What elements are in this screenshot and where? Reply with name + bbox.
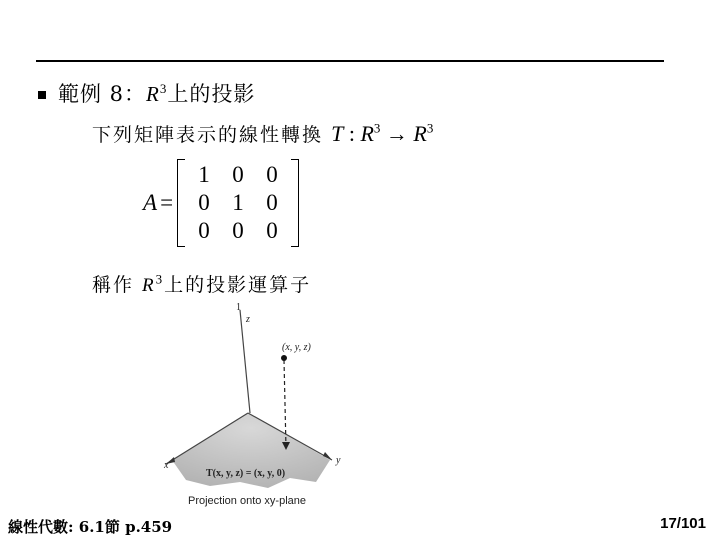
line2-prefix: 稱作 [92, 274, 143, 296]
heading-suffix: 上的投影 [167, 82, 256, 106]
top-divider [36, 60, 664, 62]
map-r-to-exp: 3 [426, 120, 434, 136]
map-arrow: → [380, 121, 414, 146]
map-r-from-exp: 3 [373, 120, 381, 136]
matrix-cell: 0 [266, 190, 278, 215]
matrix-equation [143, 157, 299, 249]
x-axis-label: x [164, 460, 169, 471]
matrix-cell: 0 [198, 218, 210, 243]
map-r-to: R [413, 121, 427, 146]
figure-caption: Projection onto xy-plane [188, 495, 307, 507]
line2-math-r: R [142, 275, 156, 296]
left-bracket [177, 159, 185, 247]
heading-math-r: R [146, 82, 160, 106]
matrix-name: A [143, 190, 158, 215]
description-line-2 [92, 270, 311, 297]
z-axis-line [240, 310, 250, 413]
y-axis-label: y [336, 455, 341, 466]
matrix-cell: 0 [266, 218, 278, 243]
heading-math-exp: 3 [159, 81, 168, 96]
footer-page-number: 17/101 [660, 515, 706, 532]
tick-top-label: 1 [236, 302, 241, 313]
z-axis-label: z [246, 314, 250, 325]
line1-text: 下列矩陣表示的線性轉換 [92, 124, 324, 146]
point-xyz [281, 355, 287, 361]
matrix-cell: 0 [232, 162, 244, 187]
transformation-mapping [331, 121, 433, 146]
map-r-from: R [360, 121, 374, 146]
matrix-cell: 1 [232, 190, 244, 215]
projection-figure [140, 300, 370, 515]
right-bracket [291, 159, 299, 247]
matrix-cell: 0 [266, 162, 278, 187]
matrix-cell: 0 [232, 218, 244, 243]
image-label: T(x, y, z) = (x, y, 0) [206, 468, 286, 479]
matrix-cell: 0 [198, 190, 210, 215]
matrix-grid [185, 161, 291, 245]
point-label: (x, y, z) [282, 342, 311, 353]
footer-course-info: 線性代數: 6.1節 p.459 [8, 518, 173, 536]
map-colon: : [343, 121, 361, 146]
map-t: T [331, 121, 344, 146]
line2-math-exp: 3 [155, 271, 165, 287]
heading-prefix: 範例 8： [58, 82, 147, 106]
matrix-equals: = [160, 190, 174, 215]
line2-suffix: 上的投影運算子 [164, 274, 312, 296]
slide-heading [58, 78, 255, 108]
bullet-square-icon [38, 91, 46, 99]
matrix-cell: 1 [198, 162, 210, 187]
description-line-1 [92, 120, 433, 147]
